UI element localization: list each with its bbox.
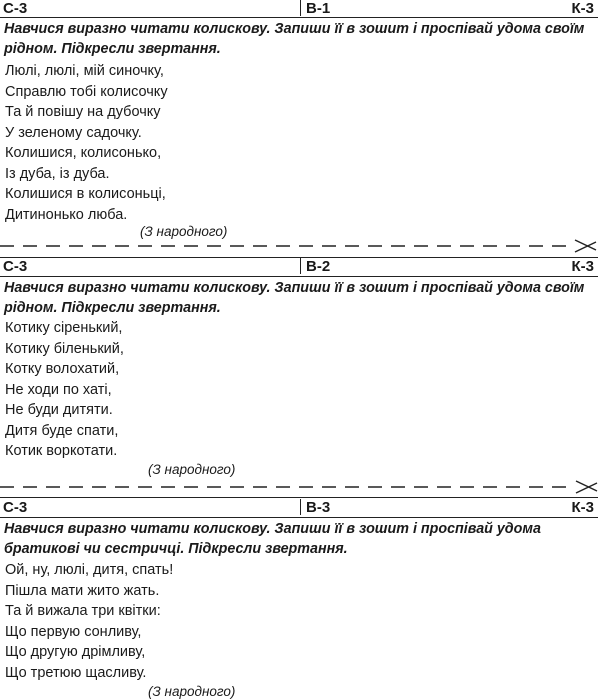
cut-line-1 <box>0 238 598 254</box>
poem-line: Дитя буде спати, <box>5 422 119 439</box>
poem-line: Дитинонько люба. <box>5 206 128 223</box>
poem-line: Та й повішу на дубочку <box>5 104 161 120</box>
poem-line: Колишися в колисоньці, <box>5 186 166 202</box>
card3-header-variant: В-3 <box>306 499 331 516</box>
card2-header-right: К-3 <box>571 258 594 275</box>
poem-line: Та й вижала три квітки: <box>5 603 161 619</box>
scissors-icon <box>575 240 596 252</box>
scissors-icon <box>576 481 597 493</box>
cut-line-2 <box>0 479 598 495</box>
card2-task: Навчися виразно читати колискову. Запиши її в зошит і проспівай удома своїм рідном. Підкресли звертання. <box>4 280 585 316</box>
poem-line: Котик воркотати. <box>5 443 118 459</box>
scissors-dashed-line <box>0 238 598 254</box>
scissors-dashed-line <box>0 479 598 495</box>
card3-source: (З народного) <box>148 684 236 699</box>
card2-header-divider <box>300 258 301 274</box>
card1-header-right: К-3 <box>571 0 594 17</box>
poem-line: Не буди дитяти. <box>5 402 113 418</box>
card3-header-rule-top <box>0 497 598 498</box>
card2-header-rule-top <box>0 257 598 258</box>
poem-line: Люлі, люлі, мій синочку, <box>5 63 164 79</box>
poem-line: Що первую сонливу, <box>5 623 142 640</box>
poem-line: Котику біленький, <box>5 340 124 357</box>
card1-header-variant: В-1 <box>306 0 331 17</box>
poem-line: Справлю тобі колисочку <box>5 83 168 100</box>
poem-line: Колишися, колисонько, <box>5 145 162 161</box>
card1-header-rule <box>0 17 598 18</box>
card2-header-variant: В-2 <box>306 258 331 275</box>
card2-header-left: С-3 <box>3 258 28 275</box>
card2-header <box>0 258 598 276</box>
poem-line: Котку волохатий, <box>5 361 120 377</box>
poem-line: Що другую дрімливу, <box>5 644 146 660</box>
card3-header-divider <box>300 499 301 515</box>
poem-line: Котику сіренький, <box>5 320 123 336</box>
card2-source: (З народного) <box>148 462 236 477</box>
card3-header-right: К-3 <box>571 499 594 516</box>
poem-line: Що третюю щасливу. <box>5 664 147 681</box>
poem-line: Пішла мати жито жать. <box>5 582 160 599</box>
card1-source: (З народного) <box>140 224 228 239</box>
poem-line: Ой, ну, люлі, дитя, спать! <box>5 562 174 578</box>
card3-task: Навчися виразно читати колискову. Запиши її в зошит і проспівай удома братикові чи сестричці. Підкресли звертання. <box>4 521 541 557</box>
poem-line: Із дуба, із дуба. <box>5 165 110 182</box>
card3-header-left: С-3 <box>3 499 28 516</box>
card2-header-rule <box>0 276 598 277</box>
card3-header-rule <box>0 517 598 518</box>
card3-header <box>0 499 598 517</box>
card2-poem <box>5 318 124 462</box>
card1-header-left: С-3 <box>3 0 28 17</box>
card1-task: Навчися виразно читати колискову. Запиши її в зошит і проспівай удома своїм рідном. Підкресли звертання. <box>4 21 585 57</box>
card1-header-divider <box>300 0 301 16</box>
card1-poem <box>5 61 168 225</box>
poem-line: Не ходи по хаті, <box>5 381 112 398</box>
card1-header <box>0 0 598 18</box>
poem-line: У зеленому садочку. <box>5 124 142 141</box>
card3-poem <box>5 560 173 683</box>
